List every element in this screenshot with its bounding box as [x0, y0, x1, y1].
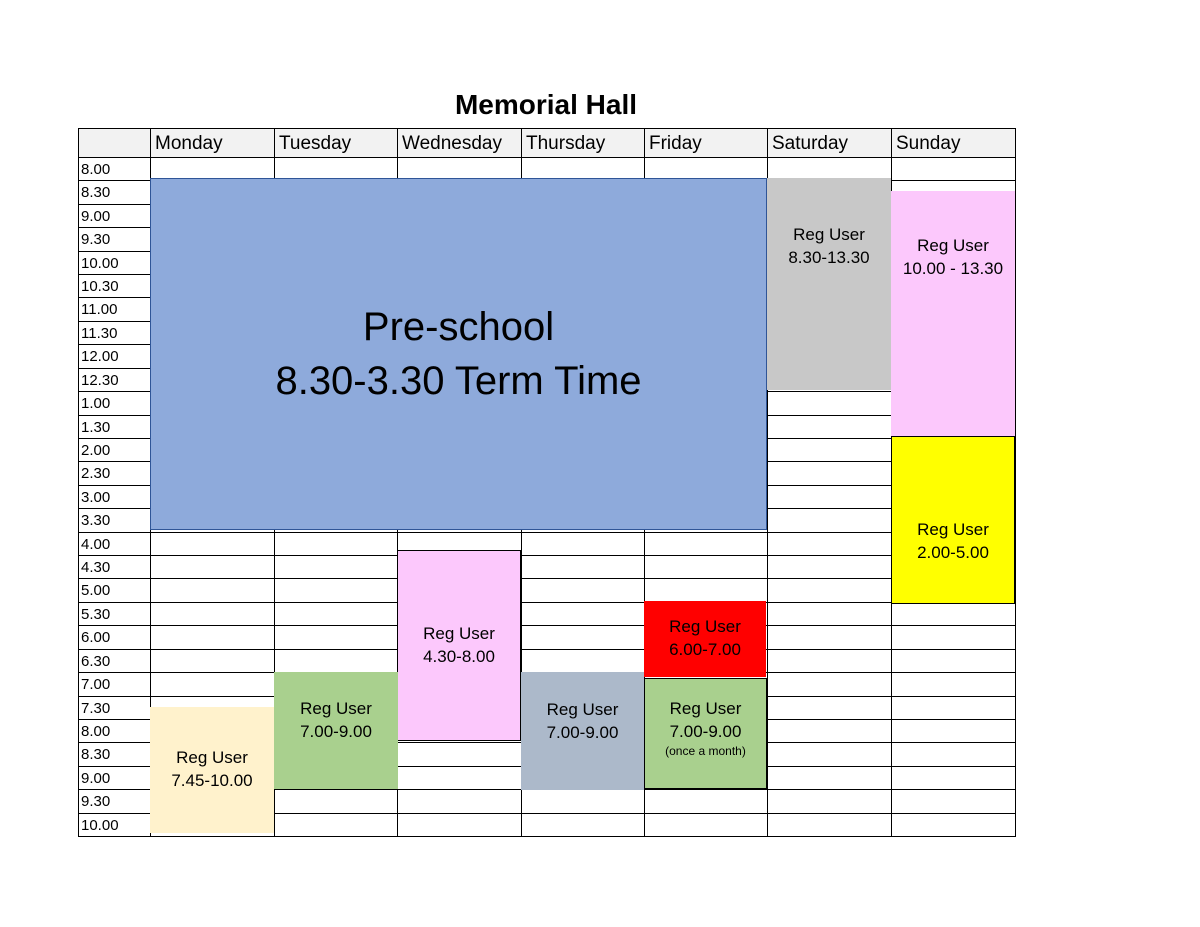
preschool-booking	[150, 178, 767, 530]
schedule-cell	[397, 813, 522, 837]
schedule-cell	[891, 719, 1016, 743]
schedule-cell	[397, 766, 522, 790]
booking-user: Reg User	[300, 698, 372, 718]
time-slot-label: 12.30	[78, 368, 151, 392]
schedule-cell	[891, 602, 1016, 626]
schedule-cell	[644, 532, 768, 556]
friday-evening-booking	[644, 678, 767, 789]
booking-time: 10.00 - 13.30	[902, 258, 1004, 278]
wednesday-evening-booking	[397, 550, 521, 741]
saturday-morning-booking	[767, 178, 891, 390]
time-slot-label: 10.00	[78, 251, 151, 275]
schedule-cell	[274, 813, 398, 837]
day-header-tuesday: Tuesday	[274, 128, 398, 158]
schedule-cell	[767, 789, 892, 814]
schedule-cell	[521, 789, 645, 814]
time-slot-label: 8.00	[78, 719, 151, 743]
time-slot-label: 8.30	[78, 742, 151, 767]
schedule-cell	[150, 649, 275, 673]
booking-time: 8.30-13.30	[788, 248, 870, 267]
schedule-cell	[521, 555, 645, 579]
tuesday-evening-booking	[274, 672, 398, 789]
time-slot-label: 9.00	[78, 766, 151, 790]
schedule-cell	[891, 157, 1016, 181]
schedule-cell	[891, 625, 1016, 650]
booking-user: Reg User	[546, 700, 619, 720]
schedule-cell	[150, 532, 275, 556]
time-slot-label: 1.00	[78, 391, 151, 416]
time-slot-label: 3.00	[78, 485, 151, 509]
time-slot-label: 9.30	[78, 227, 151, 252]
schedule-cell	[891, 742, 1016, 767]
time-slot-label: 4.30	[78, 555, 151, 579]
time-slot-label: 10.00	[78, 813, 151, 837]
schedule-cell	[891, 672, 1016, 697]
time-slot-label: 6.00	[78, 625, 151, 650]
day-header-friday: Friday	[644, 128, 768, 158]
schedule-cell	[274, 532, 398, 556]
day-header-saturday: Saturday	[767, 128, 892, 158]
schedule-cell	[644, 789, 768, 814]
schedule-cell	[891, 813, 1016, 837]
booking-user: Reg User	[793, 225, 865, 245]
schedule-cell	[767, 625, 892, 650]
friday-early-evening-booking	[644, 601, 766, 677]
day-header-sunday: Sunday	[891, 128, 1016, 158]
schedule-cell	[767, 555, 892, 579]
time-slot-label: 9.00	[78, 204, 151, 228]
time-slot-label: 4.00	[78, 532, 151, 556]
schedule-cell	[274, 555, 398, 579]
schedule-cell	[150, 578, 275, 603]
time-slot-label: 2.30	[78, 461, 151, 486]
schedule-cell	[891, 696, 1016, 720]
schedule-cell	[274, 789, 398, 814]
time-slot-label: 8.30	[78, 180, 151, 205]
booking-time: 6.00-7.00	[669, 640, 741, 659]
schedule-cell	[150, 672, 275, 697]
booking-user: Reg User	[669, 698, 742, 718]
schedule-cell	[891, 789, 1016, 814]
day-header-thursday: Thursday	[521, 128, 645, 158]
schedule-cell	[891, 649, 1016, 673]
time-slot-label: 5.30	[78, 602, 151, 626]
sunday-afternoon-booking	[891, 436, 1015, 604]
thursday-evening-booking	[521, 672, 644, 790]
booking-user: Reg User	[176, 748, 248, 768]
time-slot-label: 3.30	[78, 508, 151, 533]
schedule-cell	[521, 649, 645, 673]
day-header-monday: Monday	[150, 128, 275, 158]
monday-evening-booking	[150, 707, 274, 833]
sunday-morning-booking	[891, 191, 1015, 436]
schedule-cell	[274, 578, 398, 603]
time-slot-label: 7.00	[78, 672, 151, 697]
booking-time: 2.00-5.00	[917, 543, 989, 562]
schedule-cell	[274, 602, 398, 626]
booking-time: 7.00-9.00	[546, 723, 619, 742]
schedule-cell	[644, 578, 768, 603]
booking-user: Reg User	[669, 617, 741, 637]
schedule-cell	[150, 555, 275, 579]
header-corner	[78, 128, 151, 158]
time-slot-label: 8.00	[78, 157, 151, 181]
schedule-cell	[274, 649, 398, 673]
schedule-cell	[644, 555, 768, 579]
schedule-cell	[521, 602, 645, 626]
schedule-cell	[767, 391, 892, 416]
booking-user: Reg User	[423, 623, 495, 643]
schedule-cell	[521, 813, 645, 837]
schedule-cell	[274, 625, 398, 650]
schedule-cell	[767, 766, 892, 790]
schedule-cell	[150, 602, 275, 626]
time-slot-label: 9.30	[78, 789, 151, 814]
schedule-cell	[767, 508, 892, 533]
preschool-time: 8.30-3.30 Term Time	[275, 359, 642, 403]
schedule-cell	[397, 742, 522, 767]
time-slot-label: 10.30	[78, 274, 151, 298]
schedule-cell	[767, 438, 892, 462]
booking-user: Reg User	[917, 520, 989, 540]
time-slot-label: 11.30	[78, 321, 151, 345]
schedule-cell	[767, 649, 892, 673]
schedule-cell	[521, 532, 645, 556]
time-slot-label: 1.30	[78, 415, 151, 439]
schedule-cell	[521, 625, 645, 650]
booking-note: (once a month)	[665, 743, 746, 758]
schedule-cell	[891, 766, 1016, 790]
schedule-cell	[767, 696, 892, 720]
time-slot-label: 12.00	[78, 344, 151, 369]
time-slot-label: 7.30	[78, 696, 151, 720]
schedule-cell	[767, 415, 892, 439]
schedule-cell	[397, 789, 522, 814]
time-slot-label: 5.00	[78, 578, 151, 603]
booking-time: 7.00-9.00	[669, 721, 742, 741]
page-title: Memorial Hall	[454, 89, 638, 120]
schedule-cell	[150, 625, 275, 650]
schedule-cell	[767, 672, 892, 697]
schedule-cell	[767, 461, 892, 486]
schedule-cell	[644, 813, 768, 837]
schedule-cell	[767, 602, 892, 626]
booking-user: Reg User	[917, 235, 989, 255]
booking-time: 7.00-9.00	[300, 721, 372, 741]
schedule-cell	[767, 813, 892, 837]
preschool-name: Pre-school	[362, 305, 555, 349]
booking-time: 7.45-10.00	[171, 771, 253, 790]
schedule-cell	[767, 719, 892, 743]
schedule-cell	[767, 578, 892, 603]
day-header-wednesday: Wednesday	[397, 128, 522, 158]
schedule-cell	[767, 532, 892, 556]
time-slot-label: 6.30	[78, 649, 151, 673]
schedule-cell	[767, 485, 892, 509]
schedule-cell	[521, 578, 645, 603]
time-slot-label: 11.00	[78, 297, 151, 322]
schedule-cell	[767, 742, 892, 767]
time-slot-label: 2.00	[78, 438, 151, 462]
booking-time: 4.30-8.00	[423, 646, 495, 666]
